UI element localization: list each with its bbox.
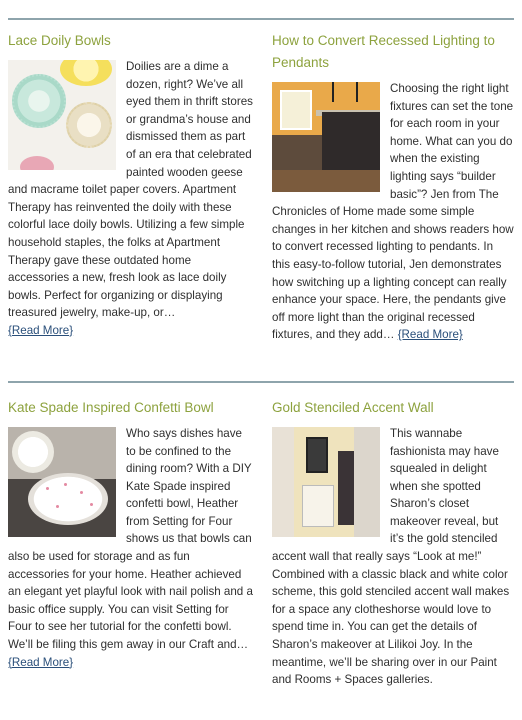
- article-title[interactable]: Lace Doily Bowls: [8, 33, 111, 48]
- pink-doily-bowl: [20, 156, 54, 170]
- read-more-link[interactable]: {Read More}: [397, 328, 463, 342]
- pendant-lamp: [332, 82, 334, 102]
- closet-door-left: [272, 427, 294, 537]
- yellow-doily-bowl: [60, 60, 112, 86]
- kitchen-window: [280, 90, 312, 130]
- closet-door-right: [354, 427, 380, 537]
- article-body: [272, 80, 514, 344]
- closet-mirror: [306, 437, 328, 473]
- pendant-lamp: [356, 82, 358, 102]
- hanging-coat: [338, 451, 354, 525]
- article-text: Choosing the right light fixtures can set the tone for each room in your home. What can you do when the existing lighting says “builder basic”? Jen from The Chronicles of Home made some simple changes in her kitchen and shows readers how to convert recessed lighting to pendants. In this easy-to-follow tutorial, Jen demonstrates how switching up a lighting concept can really enhance your space. Here, the pendants give off more light than the original recessed fixtures, and they add…: [272, 82, 514, 342]
- article-body: [272, 425, 514, 689]
- cream-doily-bowl: [66, 102, 112, 148]
- confetti-dot: [64, 483, 67, 486]
- article-text: This wannabe fashionista may have squealed in delight when she spotted Sharon’s closet makeover reveal, but it’s the gold stenciled accent wall that really says “Look at me!” Combined with a classic black and white color scheme, this gold stenciled accent wall makes for a space any clotheshorse would love to spend time in. You can get the details of Sharon’s makeover at Lilikoi Joy. In the meantime, we’ll be sharing over in our Paint and Rooms + Spaces galleries.: [272, 426, 510, 687]
- article-body: [8, 425, 254, 671]
- article-text: Doilies are a dime a dozen, right? We’ve all eyed them in thrift stores or grandma’s house and dismissed them as part of an era that celebrated painted wooden geese and macrame toilet paper covers. Apartment Therapy has reinvented the doily with these colorful lace doily bowls. Utilizing a few simple household staples, the folks at Apartment Therapy gave these outdated home accessories a new, fresh look as lace doily bowls. Perfect for organizing or displaying treasured jewelry, make-up, or…: [8, 60, 253, 320]
- confetti-bowl-thumbnail[interactable]: [8, 427, 116, 537]
- article-text: Who says dishes have to be confined to the dining room? With a DIY Kate Spade inspired confetti bowl, Heather from Setting for Four shows us that bowls can also be used for storage and as fun accessories for your home. Heather achieved an elegant yet playful look with nail polish and a basic office supply. You can visit Setting for Four to see her tutorial for the confetti bowl. We’ll be filing this gem away in our Craft and…: [8, 426, 253, 652]
- article-recessed-lighting: [272, 30, 514, 344]
- confetti-bowl: [28, 473, 108, 525]
- article-grid: [8, 18, 514, 689]
- doily-bowls-thumbnail[interactable]: [8, 60, 116, 170]
- article-gold-stenciled-wall: [272, 397, 514, 689]
- closet-makeover-thumbnail[interactable]: [272, 427, 380, 537]
- white-dresser: [302, 485, 334, 527]
- green-doily-bowl: [12, 74, 66, 128]
- confetti-dot: [46, 487, 49, 490]
- read-more-link[interactable]: {Read More}: [8, 655, 74, 669]
- confetti-dot: [56, 505, 59, 508]
- confetti-dot: [80, 491, 83, 494]
- article-title[interactable]: Kate Spade Inspired Confetti Bowl: [8, 399, 214, 415]
- confetti-dot: [90, 503, 93, 506]
- article-title[interactable]: Gold Stenciled Accent Wall: [272, 399, 434, 415]
- article-row-2: [8, 381, 514, 689]
- article-body: [8, 58, 254, 340]
- kitchen-floor: [272, 170, 380, 192]
- article-confetti-bowl: [8, 397, 254, 689]
- article-title[interactable]: How to Convert Recessed Lighting to Pendants: [272, 33, 495, 70]
- kitchen-pendants-thumbnail[interactable]: [272, 82, 380, 192]
- article-row-1: [8, 18, 514, 344]
- read-more-link[interactable]: {Read More}: [8, 323, 74, 337]
- white-flower: [12, 431, 54, 473]
- article-lace-doily-bowls: [8, 30, 254, 344]
